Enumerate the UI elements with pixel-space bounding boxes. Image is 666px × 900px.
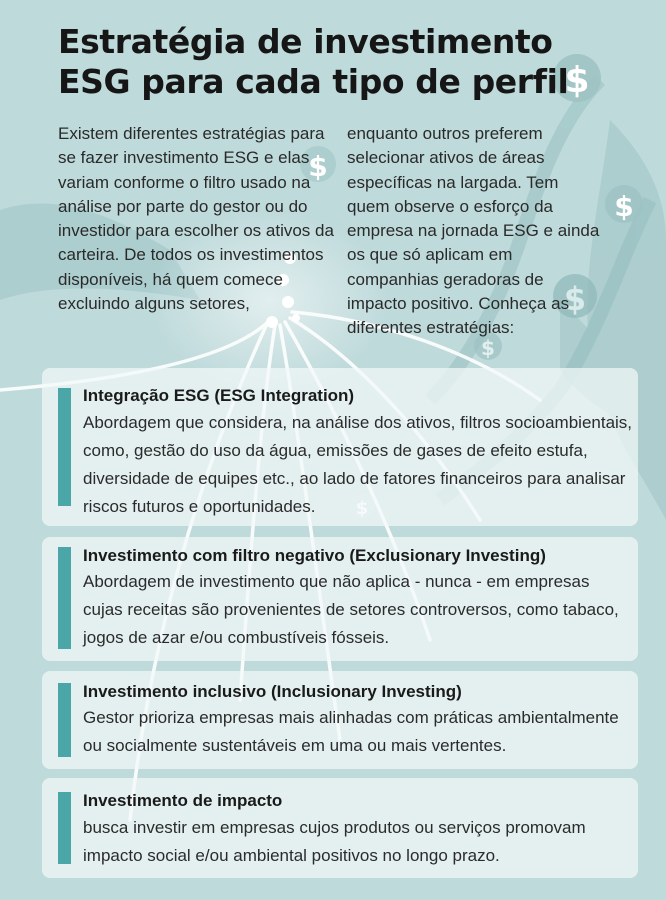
strategy-description: Gestor prioriza empresas mais alinhadas com práticas ambientalmente ou socialmente sustentáveis em uma ou mais vertentes. — [83, 708, 619, 755]
strategy-card-exclusionary — [42, 537, 638, 661]
dollar-coin-text: $ — [614, 190, 634, 223]
strategy-card-impact — [42, 778, 638, 878]
strategy-title: Investimento de impacto — [83, 791, 283, 810]
page-title: Estratégia de investimento ESG para cada tipo de perfil — [58, 22, 569, 101]
accent-bar — [58, 547, 71, 649]
strategy-title: Investimento inclusivo (Inclusionary Investing) — [83, 682, 462, 701]
strategy-description: Abordagem de investimento que não aplica - nunca - em empresas cujas receitas são provenientes de setores controversos, como tabaco, jogos de azar e/ou combustíveis fósseis. — [83, 572, 619, 647]
strategy-title: Investimento com filtro negativo (Exclusionary Investing) — [83, 546, 546, 565]
strategy-description: busca investir em empresas cujos produtos ou serviços promovam impacto social e/ou ambiental positivos no longo prazo. — [83, 818, 586, 865]
dollar-coin-text: $ — [481, 336, 495, 360]
accent-bar — [58, 792, 71, 864]
intro-text-left: Existem diferentes estratégias para se fazer investimento ESG e elas variam conforme o filtro usado na análise por parte do gestor ou do investidor para escolher os ativos da carteira. De todos os investimentos disponíveis, há quem comece excluindo alguns setores, — [58, 124, 334, 314]
strategy-description: Abordagem que considera, na análise dos ativos, filtros socioambientais, como, gestão do uso da água, emissões de gases de efeito estufa, diversidade de equipes etc., ao lado de fatores financeiros para analisar riscos futuros e oportunidades. — [83, 413, 633, 516]
strategy-card-esg-integration — [42, 368, 638, 526]
intro-text-right: enquanto outros preferem selecionar ativos de áreas específicas na largada. Tem quem observe o esforço da empresa na jornada ESG e ainda os que só aplicam em companhias geradoras de impacto positivo. Conheça as diferentes estratégias: — [347, 124, 600, 338]
strategy-card-inclusionary — [42, 671, 638, 769]
dollar-coin-text: $ — [308, 150, 328, 183]
strategy-title: Integração ESG (ESG Integration) — [83, 386, 355, 405]
accent-bar — [58, 683, 71, 757]
dollar-coin-text: $ — [564, 60, 590, 101]
dollar-coin-text: $ — [563, 280, 587, 318]
accent-bar — [58, 388, 71, 506]
